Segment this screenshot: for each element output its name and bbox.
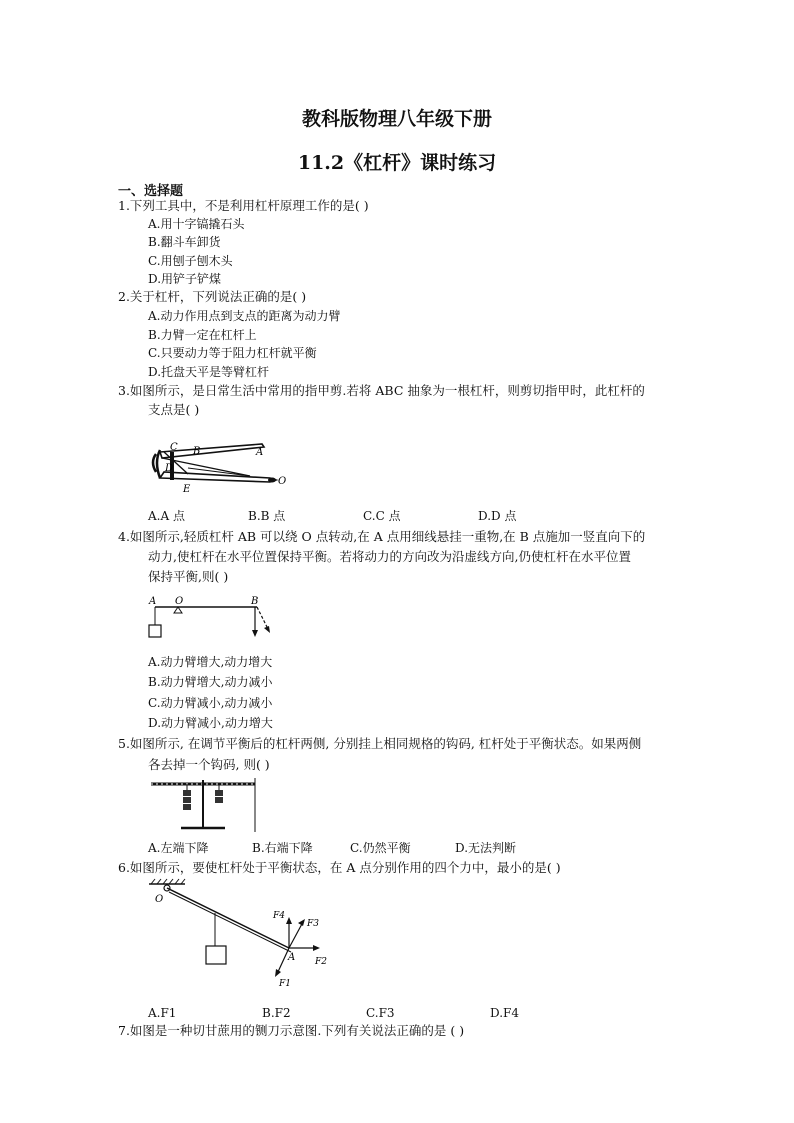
question-4-stem-line1: 4.如图所示,轻质杠杆 AB 可以绕 O 点转动,在 A 点用细线悬挂一重物,在 B 点施加一竖直向下的 [118,529,646,544]
question-2-option-a: A.动力作用点到支点的距离为动力臂 [148,309,341,323]
question-3-option-d: D.D 点 [478,509,517,523]
lever-ab-figure [145,595,275,645]
label-o: O [278,476,287,487]
question-4-option-a: A.动力臂增大,动力增大 [148,655,273,669]
label-a: A [256,447,264,458]
question-1-option-b: B.翻斗车卸货 [148,235,221,249]
label-a: A [149,596,157,607]
label-b: B [251,596,259,607]
label-f3: F3 [307,919,319,929]
question-5-stem-line2: 各去掉一个钩码, 则( ) [148,757,270,772]
label-o: O [155,894,164,905]
nail-clipper-figure [150,438,290,498]
label-e: E [183,484,191,495]
question-1-option-c: C.用刨子刨木头 [148,254,233,268]
question-2-option-b: B.力臂一定在杠杆上 [148,328,257,342]
question-3-option-c: C.C 点 [363,509,401,523]
document-title: 教科版物理八年级下册 [301,108,492,130]
lesson-title: 11.2《杠杆》课时练习 [297,152,497,174]
question-5-stem-line1: 5.如图所示, 在调节平衡后的杠杆两侧, 分别挂上相同规格的钩码, 杠杆处于平衡状态。如果两侧 [118,736,642,751]
label-f4: F4 [273,911,285,921]
question-5-option-b: B.右端下降 [252,841,313,855]
question-1-option-d: D.用铲子铲煤 [148,272,222,286]
question-4-option-d: D.动力臂减小,动力增大 [148,716,273,730]
question-4-option-c: C.动力臂减小,动力减小 [148,696,273,710]
question-6-option-c: C.F3 [366,1006,395,1020]
question-4-option-b: B.动力臂增大,动力减小 [148,675,273,689]
question-2-option-d: D.托盘天平是等臂杠杆 [148,365,270,379]
label-f1: F1 [279,979,291,989]
question-3-stem-line2: 支点是( ) [148,402,200,417]
question-1-option-a: A.用十字镐撬石头 [148,217,245,231]
question-6-option-b: B.F2 [262,1006,291,1020]
question-3-option-a: A.A 点 [148,509,185,523]
question-4-stem-line3: 保持平衡,则( ) [148,569,229,584]
question-6-stem: 6.如图所示，要使杠杆处于平衡状态，在 A 点分别作用的四个力中，最小的是( ) [118,860,561,875]
question-2-option-c: C.只要动力等于阻力杠杆就平衡 [148,346,317,360]
label-b: B [193,446,201,457]
inclined-lever-figure [145,878,345,990]
question-3-stem-line1: 3.如图所示，是日常生活中常用的指甲剪.若将 ABC 抽象为一根杠杆，则剪切指甲时，此杠杆的 [118,383,645,398]
question-5-option-d: D.无法判断 [455,841,517,855]
question-6-option-d: D.F4 [490,1006,519,1020]
section-heading: 一、选择题 [118,184,184,199]
question-5-option-c: C.仍然平衡 [350,841,411,855]
question-1-stem: 1.下列工具中，不是利用杠杆原理工作的是( ) [118,198,369,213]
question-5-option-a: A.左端下降 [148,841,209,855]
label-c: C [170,442,178,453]
label-a: A [288,952,296,963]
label-d: D [165,463,174,474]
question-7-stem: 7.如图是一种切甘蔗用的铡刀示意图.下列有关说法正确的是 ( ) [118,1023,465,1038]
label-o: O [175,596,184,607]
question-2-stem: 2.关于杠杆，下列说法正确的是( ) [118,289,307,304]
question-4-stem-line2: 动力,使杠杆在水平位置保持平衡。若将动力的方向改为沿虚线方向,仍使杠杆在水平位置 [148,549,631,564]
label-f2: F2 [315,957,327,967]
question-3-option-b: B.B 点 [248,509,286,523]
question-6-option-a: A.F1 [148,1006,177,1020]
balanced-lever-figure [145,776,265,834]
